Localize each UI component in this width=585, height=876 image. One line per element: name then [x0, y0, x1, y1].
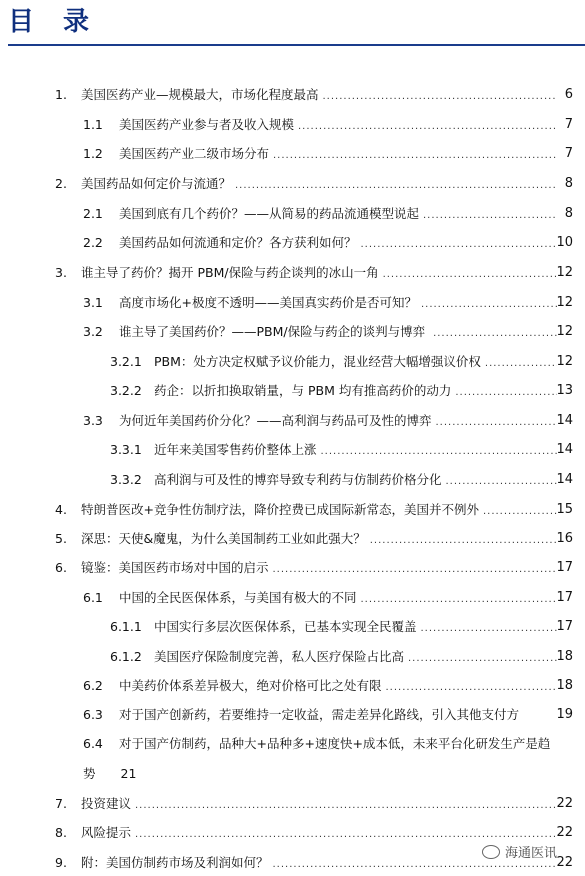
toc-entry[interactable]: [0, 141, 585, 167]
toc-entry[interactable]: [0, 526, 585, 552]
toc-dot-leader: [370, 526, 557, 552]
toc-entry[interactable]: [0, 673, 585, 699]
toc-entry-number: 3.3: [83, 413, 103, 428]
toc-page-number: 12: [556, 354, 573, 369]
toc-entry-number: 6.3: [83, 707, 103, 722]
toc-page-number: 13: [556, 383, 573, 398]
toc-entry[interactable]: [0, 644, 585, 670]
toc-dot-leader: [386, 673, 557, 699]
toc-entry-number: 2.1: [83, 206, 103, 221]
toc-entry[interactable]: [0, 201, 585, 227]
toc-page-number: 12: [556, 295, 573, 310]
header-rule: [8, 44, 585, 46]
toc-dot-leader: [273, 555, 557, 581]
toc-page-number: 15: [556, 502, 573, 517]
toc-dot-leader: [421, 290, 557, 316]
toc-page-number: 22: [556, 796, 573, 811]
toc-page-number: 6: [564, 87, 573, 102]
toc-entry-title: 为何近年美国药价分化？——高利润与药品可及性的博弈: [119, 408, 434, 434]
toc-entry[interactable]: [0, 260, 585, 286]
toc-entry-number: 3.: [55, 265, 67, 280]
watermark-text: 海通医讯: [505, 846, 558, 861]
toc-page-number: 7: [564, 146, 573, 161]
toc-dot-leader: [135, 791, 557, 817]
toc-entry-number: 1.1: [83, 117, 103, 132]
toc-dot-leader: [273, 141, 557, 167]
toc-dot-leader: [423, 201, 557, 227]
toc-entry[interactable]: [0, 555, 585, 581]
toc-entry-title: 对于国产仿制药，品种大+品种多+速度快+成本低，未来平台化研发生产是趋: [119, 731, 552, 757]
toc-entry-title: 药企：以折扣换取销量，与 PBM 均有推高药价的动力: [154, 378, 453, 404]
toc-page-number: 17: [556, 619, 573, 634]
toc-entry[interactable]: [0, 82, 585, 108]
toc-entry-title: 美国药品如何定价与流通？: [81, 171, 233, 197]
toc-page-number: 22: [556, 825, 573, 840]
toc-entry-number: 3.3.1: [110, 442, 142, 457]
toc-entry[interactable]: [0, 614, 585, 640]
toc-entry-number: 6.1.2: [110, 649, 142, 664]
toc-entry-number: 9.: [55, 855, 67, 870]
toc-entry[interactable]: [0, 319, 585, 345]
toc-entry-title: 势 21: [83, 761, 138, 787]
toc-entry-number: 6.4: [83, 736, 103, 751]
toc-entry-number: 6.2: [83, 678, 103, 693]
toc-entry-title: 高度市场化+极度不透明——美国真实药价是否可知？: [119, 290, 419, 316]
toc-entry[interactable]: [0, 349, 585, 375]
toc-entry[interactable]: [0, 378, 585, 404]
toc-dot-leader: [383, 260, 557, 286]
toc-dot-leader: [321, 437, 557, 463]
toc-dot-leader: [421, 614, 557, 640]
toc-entry-number: 4.: [55, 502, 67, 517]
toc-entry[interactable]: [0, 112, 585, 138]
toc-entry-number: 3.2.2: [110, 383, 142, 398]
toc-dot-leader: [485, 349, 557, 375]
toc-page-number: 16: [556, 531, 573, 546]
toc-page-number: 14: [556, 472, 573, 487]
toc-page-number: 17: [556, 560, 573, 575]
toc-page-number: 22: [556, 855, 573, 870]
toc-entry-number: 2.: [55, 176, 67, 191]
toc-entry[interactable]: [0, 497, 585, 523]
toc-entry-number: 1.: [55, 87, 67, 102]
toc-entry-title: 镜鉴：美国医药市场对中国的启示: [81, 555, 271, 581]
toc-entry-title: 美国医疗保险制度完善，私人医疗保险占比高: [154, 644, 406, 670]
toc-entry-number: 3.3.2: [110, 472, 142, 487]
toc-entry-title: 近年来美国零售药价整体上涨: [154, 437, 319, 463]
toc-entry-number: 3.1: [83, 295, 103, 310]
toc-entry-title: 风险提示: [81, 820, 133, 846]
toc-entry-number: 7.: [55, 796, 67, 811]
toc-dot-leader: [483, 497, 557, 523]
toc-entry-number: 3.2: [83, 324, 103, 339]
toc-page-number: 17: [556, 590, 573, 605]
toc-entry[interactable]: [0, 585, 585, 611]
toc-dot-leader: [455, 378, 557, 404]
toc-entry-title: PBM：处方决定权赋予议价能力，混业经营大幅增强议价权: [154, 349, 483, 375]
toc-dot-leader: [446, 467, 557, 493]
toc-entry-title: 中国实行多层次医保体系，已基本实现全民覆盖: [154, 614, 419, 640]
toc-entry-title: 美国医药产业参与者及收入规模: [119, 112, 296, 138]
toc-entry-title: 投资建议: [81, 791, 133, 817]
toc-page-number: 14: [556, 413, 573, 428]
toc-header: [8, 4, 585, 40]
toc-entry[interactable]: [0, 702, 585, 728]
toc-entry[interactable]: [0, 290, 585, 316]
toc-dot-leader: [298, 112, 557, 138]
toc-dot-leader: [323, 82, 557, 108]
toc-dot-leader: [361, 230, 557, 256]
toc-page-number: 7: [564, 117, 573, 132]
toc-page-number: 8: [564, 206, 573, 221]
toc-entry[interactable]: [0, 791, 585, 817]
toc-entry[interactable]: [0, 761, 585, 787]
toc-page-number: 12: [556, 324, 573, 339]
toc-entry-title: 特朗普医改+竞争性仿制疗法，降价控费已成国际新常态，美国并不例外: [81, 497, 481, 523]
toc-entry-title: 谁主导了药价？揭开 PBM/保险与药企谈判的冰山一角: [81, 260, 381, 286]
toc-entry-number: 5.: [55, 531, 67, 546]
toc-entry[interactable]: [0, 731, 585, 757]
toc-dot-leader: [433, 319, 557, 345]
page-title: 目 录: [8, 7, 100, 37]
toc-entry-title: 美国医药产业二级市场分布: [119, 141, 271, 167]
toc-entry-title: 高利润与可及性的博弈导致专利药与仿制药价格分化: [154, 467, 444, 493]
toc-entry-title: 深思：天使&魔鬼，为什么美国制药工业如此强大？: [81, 526, 368, 552]
toc-page-number: 19: [556, 707, 573, 722]
toc-entry[interactable]: [0, 467, 585, 493]
toc-entry-title: 美国药品如何流通和定价？各方获利如何？: [119, 230, 359, 256]
toc-dot-leader: [436, 408, 557, 434]
watermark: [482, 842, 557, 861]
toc-entry-title: 中国的全民医保体系，与美国有极大的不同: [119, 585, 359, 611]
toc-entry-title: 谁主导了美国药价？——PBM/保险与药企的谈判与博弈: [119, 319, 427, 345]
toc-dot-leader: [408, 644, 557, 670]
toc-entry-number: 1.2: [83, 146, 103, 161]
toc-page-number: 10: [556, 235, 573, 250]
toc-entry-title: 美国医药产业—规模最大，市场化程度最高: [81, 82, 321, 108]
toc-entry-number: 3.2.1: [110, 354, 142, 369]
toc-entry[interactable]: [0, 437, 585, 463]
toc-dot-leader: [361, 585, 557, 611]
wechat-icon: [482, 845, 500, 859]
toc-entry-number: 8.: [55, 825, 67, 840]
toc-entry-number: 6.1: [83, 590, 103, 605]
toc-entry-number: 6.1.1: [110, 619, 142, 634]
toc-page-number: 8: [564, 176, 573, 191]
toc-dot-leader: [235, 171, 557, 197]
toc-page-number: 18: [556, 678, 573, 693]
toc-entry-title: 中美药价体系差异极大，绝对价格可比之处有限: [119, 673, 384, 699]
toc-entry[interactable]: [0, 171, 585, 197]
toc-entry[interactable]: [0, 408, 585, 434]
toc-page-number: 18: [556, 649, 573, 664]
toc-page-number: 14: [556, 442, 573, 457]
toc-entry-number: 2.2: [83, 235, 103, 250]
toc-entry-number: 6.: [55, 560, 67, 575]
toc-entry-title: 对于国产创新药，若要维持一定收益，需走差异化路线，引入其他支付方: [119, 702, 521, 728]
toc-entry-title: 美国到底有几个药价？——从简易的药品流通模型说起: [119, 201, 421, 227]
toc-entry[interactable]: [0, 230, 585, 256]
toc-entry-title: 附：美国仿制药市场及利润如何？: [81, 850, 271, 876]
toc-page-number: 12: [556, 265, 573, 280]
